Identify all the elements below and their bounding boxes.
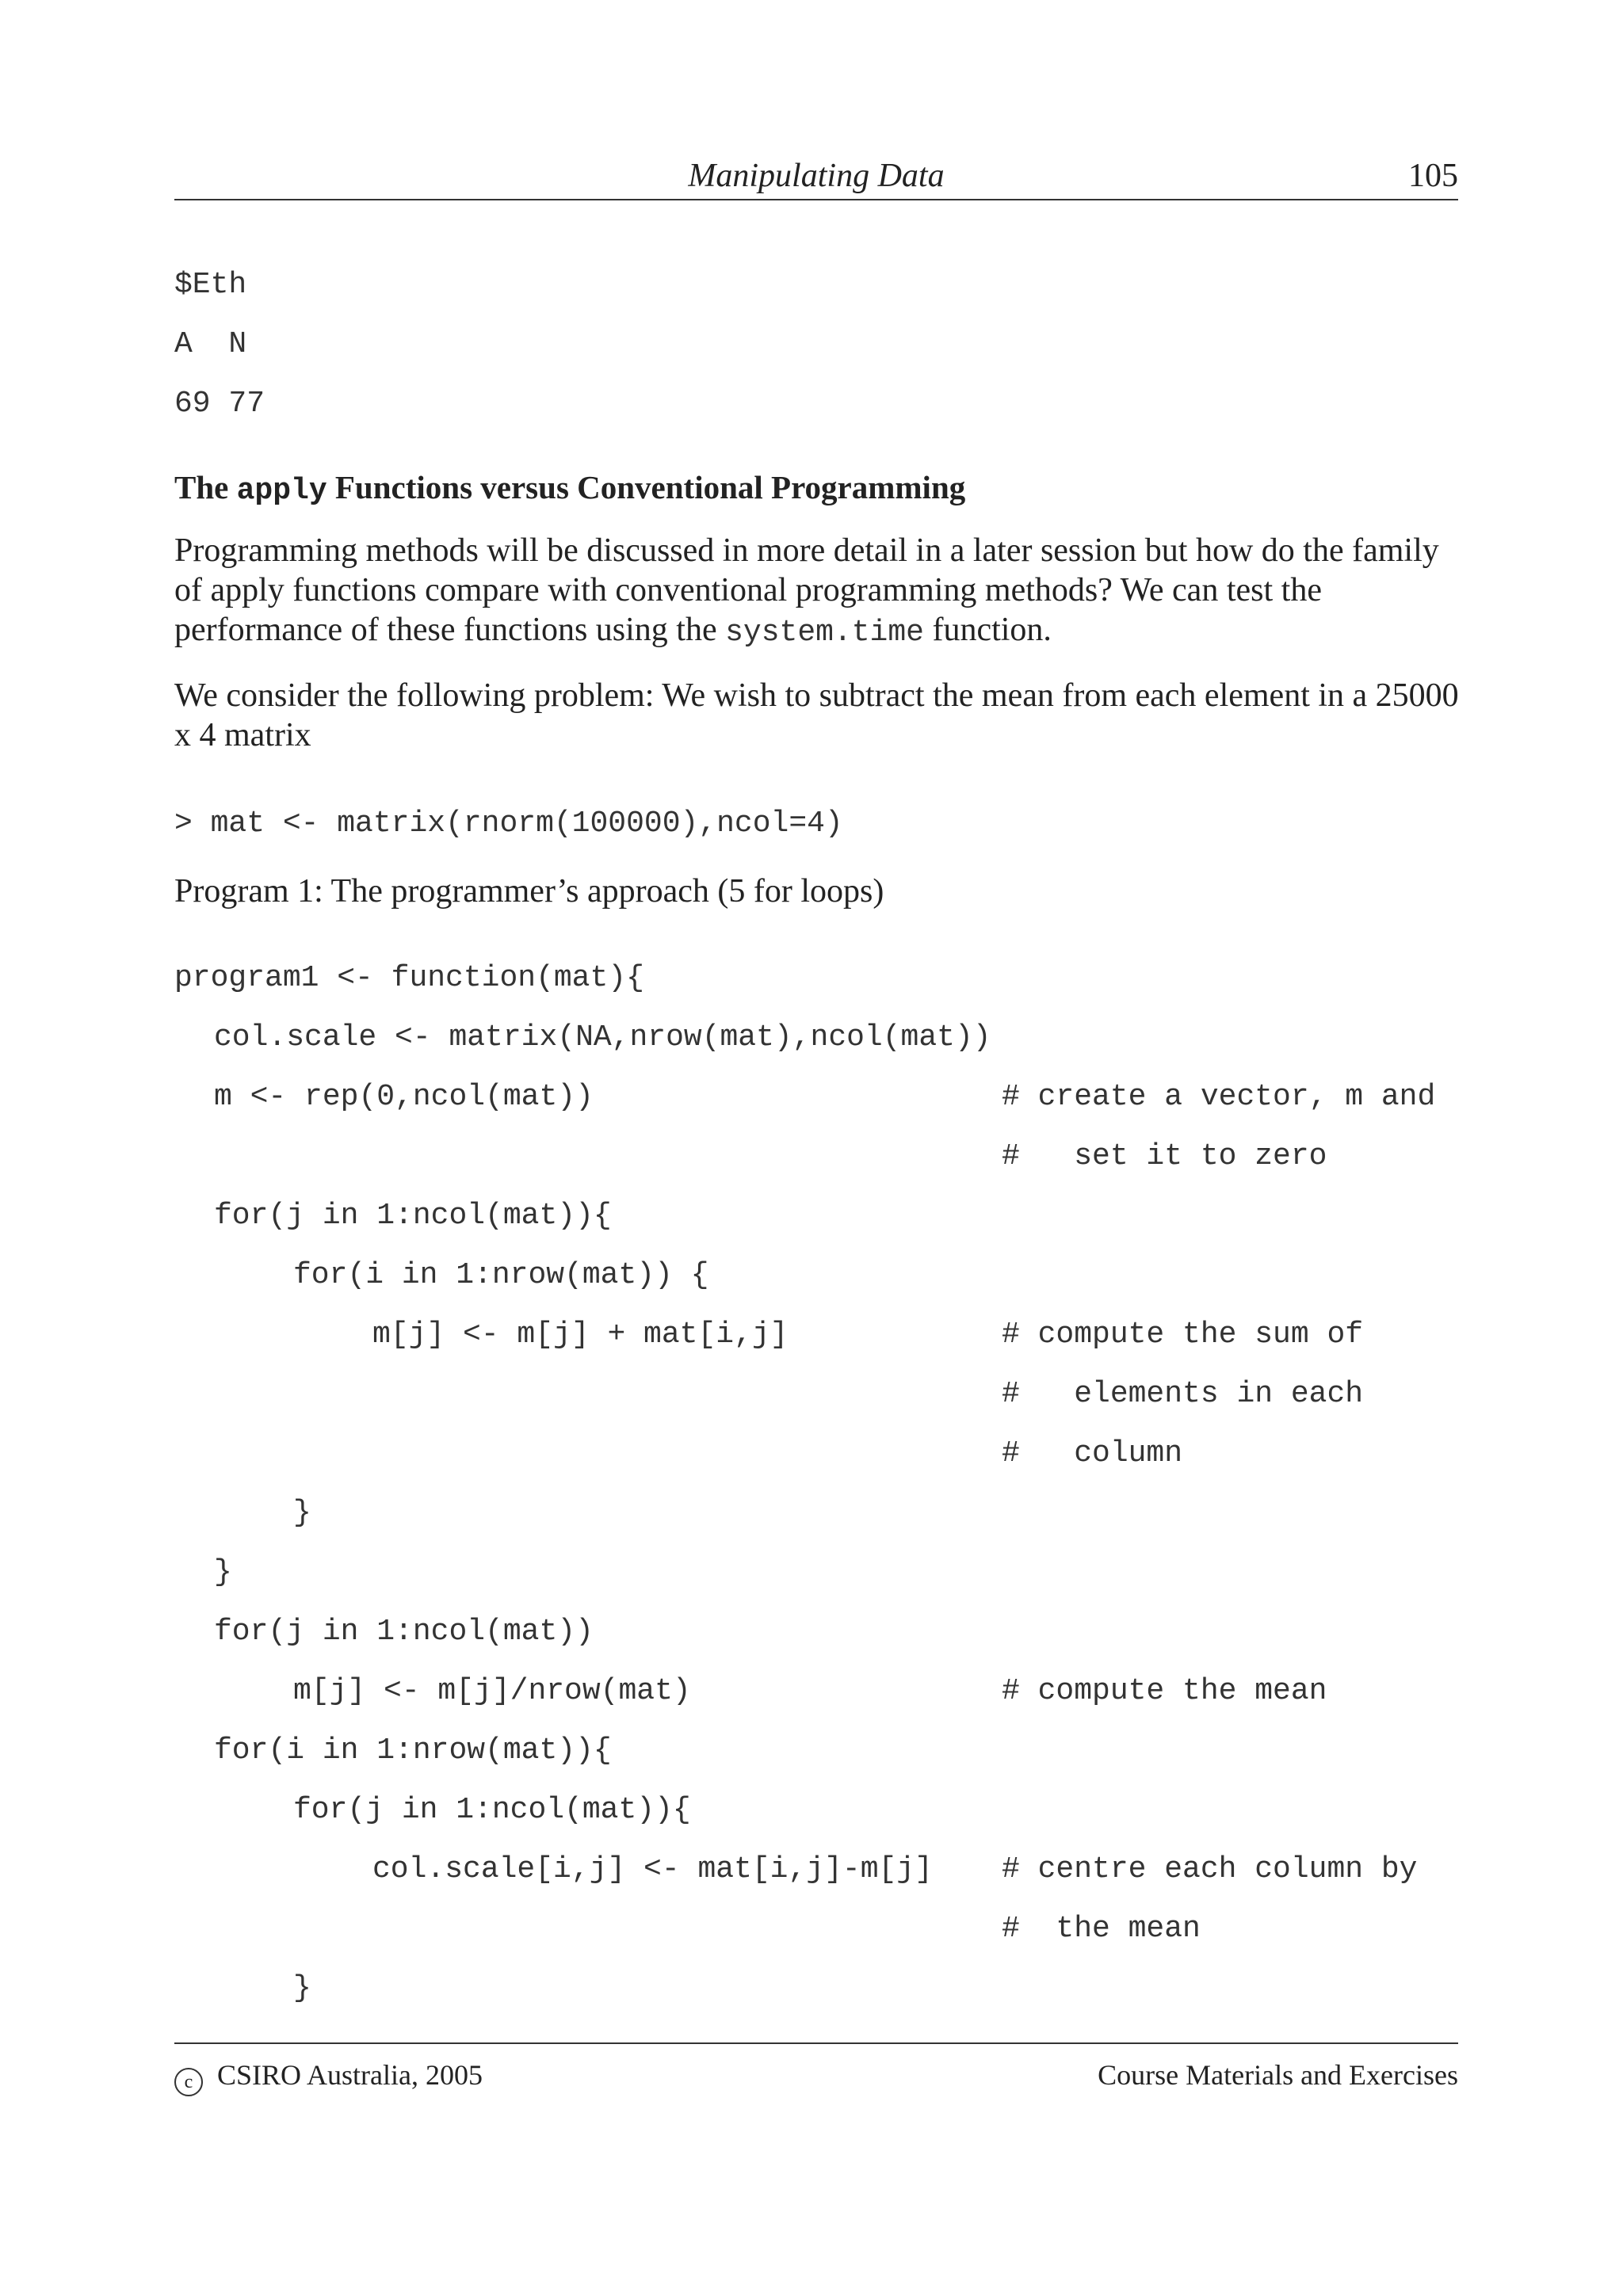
output-line: $Eth [174, 268, 247, 302]
code-comment: # the mean [1002, 1912, 1201, 1946]
code-line: } [293, 1971, 311, 2005]
code-comment: # create a vector, m and [1002, 1080, 1436, 1114]
output-line: A N [174, 327, 247, 361]
code-comment: # set it to zero [1002, 1139, 1327, 1173]
code-line: for(j in 1:ncol(mat)) [214, 1615, 594, 1649]
header-rule [174, 199, 1458, 200]
running-header-title: Manipulating Data [688, 158, 945, 194]
copyright-icon: c [174, 2068, 203, 2096]
section-heading [174, 467, 965, 511]
code-comment: # compute the sum of [1002, 1318, 1364, 1352]
code-line: col.scale[i,j] <- mat[i,j]-m[j] [372, 1852, 933, 1886]
code-line: col.scale <- matrix(NA,nrow(mat),ncol(mat)) [214, 1020, 991, 1055]
heading-code: apply [236, 474, 327, 508]
code-comment: # compute the mean [1002, 1674, 1327, 1708]
inline-code: system.time [725, 616, 924, 650]
code-comment: # elements in each [1002, 1377, 1364, 1411]
command-line: > mat <- matrix(rnorm(100000),ncol=4) [174, 807, 843, 841]
code-line: for(j in 1:ncol(mat)){ [214, 1199, 612, 1233]
program-caption: Program 1: The programmer’s approach (5 for loops) [174, 873, 884, 910]
footer-rule [174, 2042, 1458, 2044]
code-comment: # column [1002, 1436, 1183, 1470]
code-line: m <- rep(0,ncol(mat)) [214, 1080, 594, 1114]
body-paragraph [174, 531, 1466, 653]
paragraph-text: Programming methods will be discussed in more detail in a later session but how do the family of apply functions compare with conventional programming methods? We can test the performance of these functions using the [174, 532, 1439, 648]
heading-suffix: Functions versus Conventional Programming [327, 469, 966, 505]
code-line: m[j] <- m[j]/nrow(mat) [293, 1674, 691, 1708]
code-line: } [293, 1496, 311, 1530]
paragraph-text: function. [923, 612, 1052, 648]
code-line: for(j in 1:ncol(mat)){ [293, 1793, 691, 1827]
code-line: program1 <- function(mat){ [174, 961, 644, 995]
output-line: 69 77 [174, 387, 265, 421]
footer-left-text: CSIRO Australia, 2005 [217, 2059, 483, 2091]
code-line: for(i in 1:nrow(mat)){ [214, 1733, 612, 1768]
page-number: 105 [1408, 158, 1458, 194]
footer-copyright [174, 2058, 483, 2096]
code-line: for(i in 1:nrow(mat)) { [293, 1258, 709, 1292]
heading-prefix: The [174, 469, 237, 505]
body-paragraph: We consider the following problem: We wish to subtract the mean from each element in a 25000 x 4 matrix [174, 677, 1459, 753]
footer-right-text: Course Materials and Exercises [1098, 2059, 1458, 2091]
code-line: } [214, 1555, 232, 1589]
code-comment: # centre each column by [1002, 1852, 1418, 1886]
code-line: m[j] <- m[j] + mat[i,j] [372, 1318, 789, 1352]
